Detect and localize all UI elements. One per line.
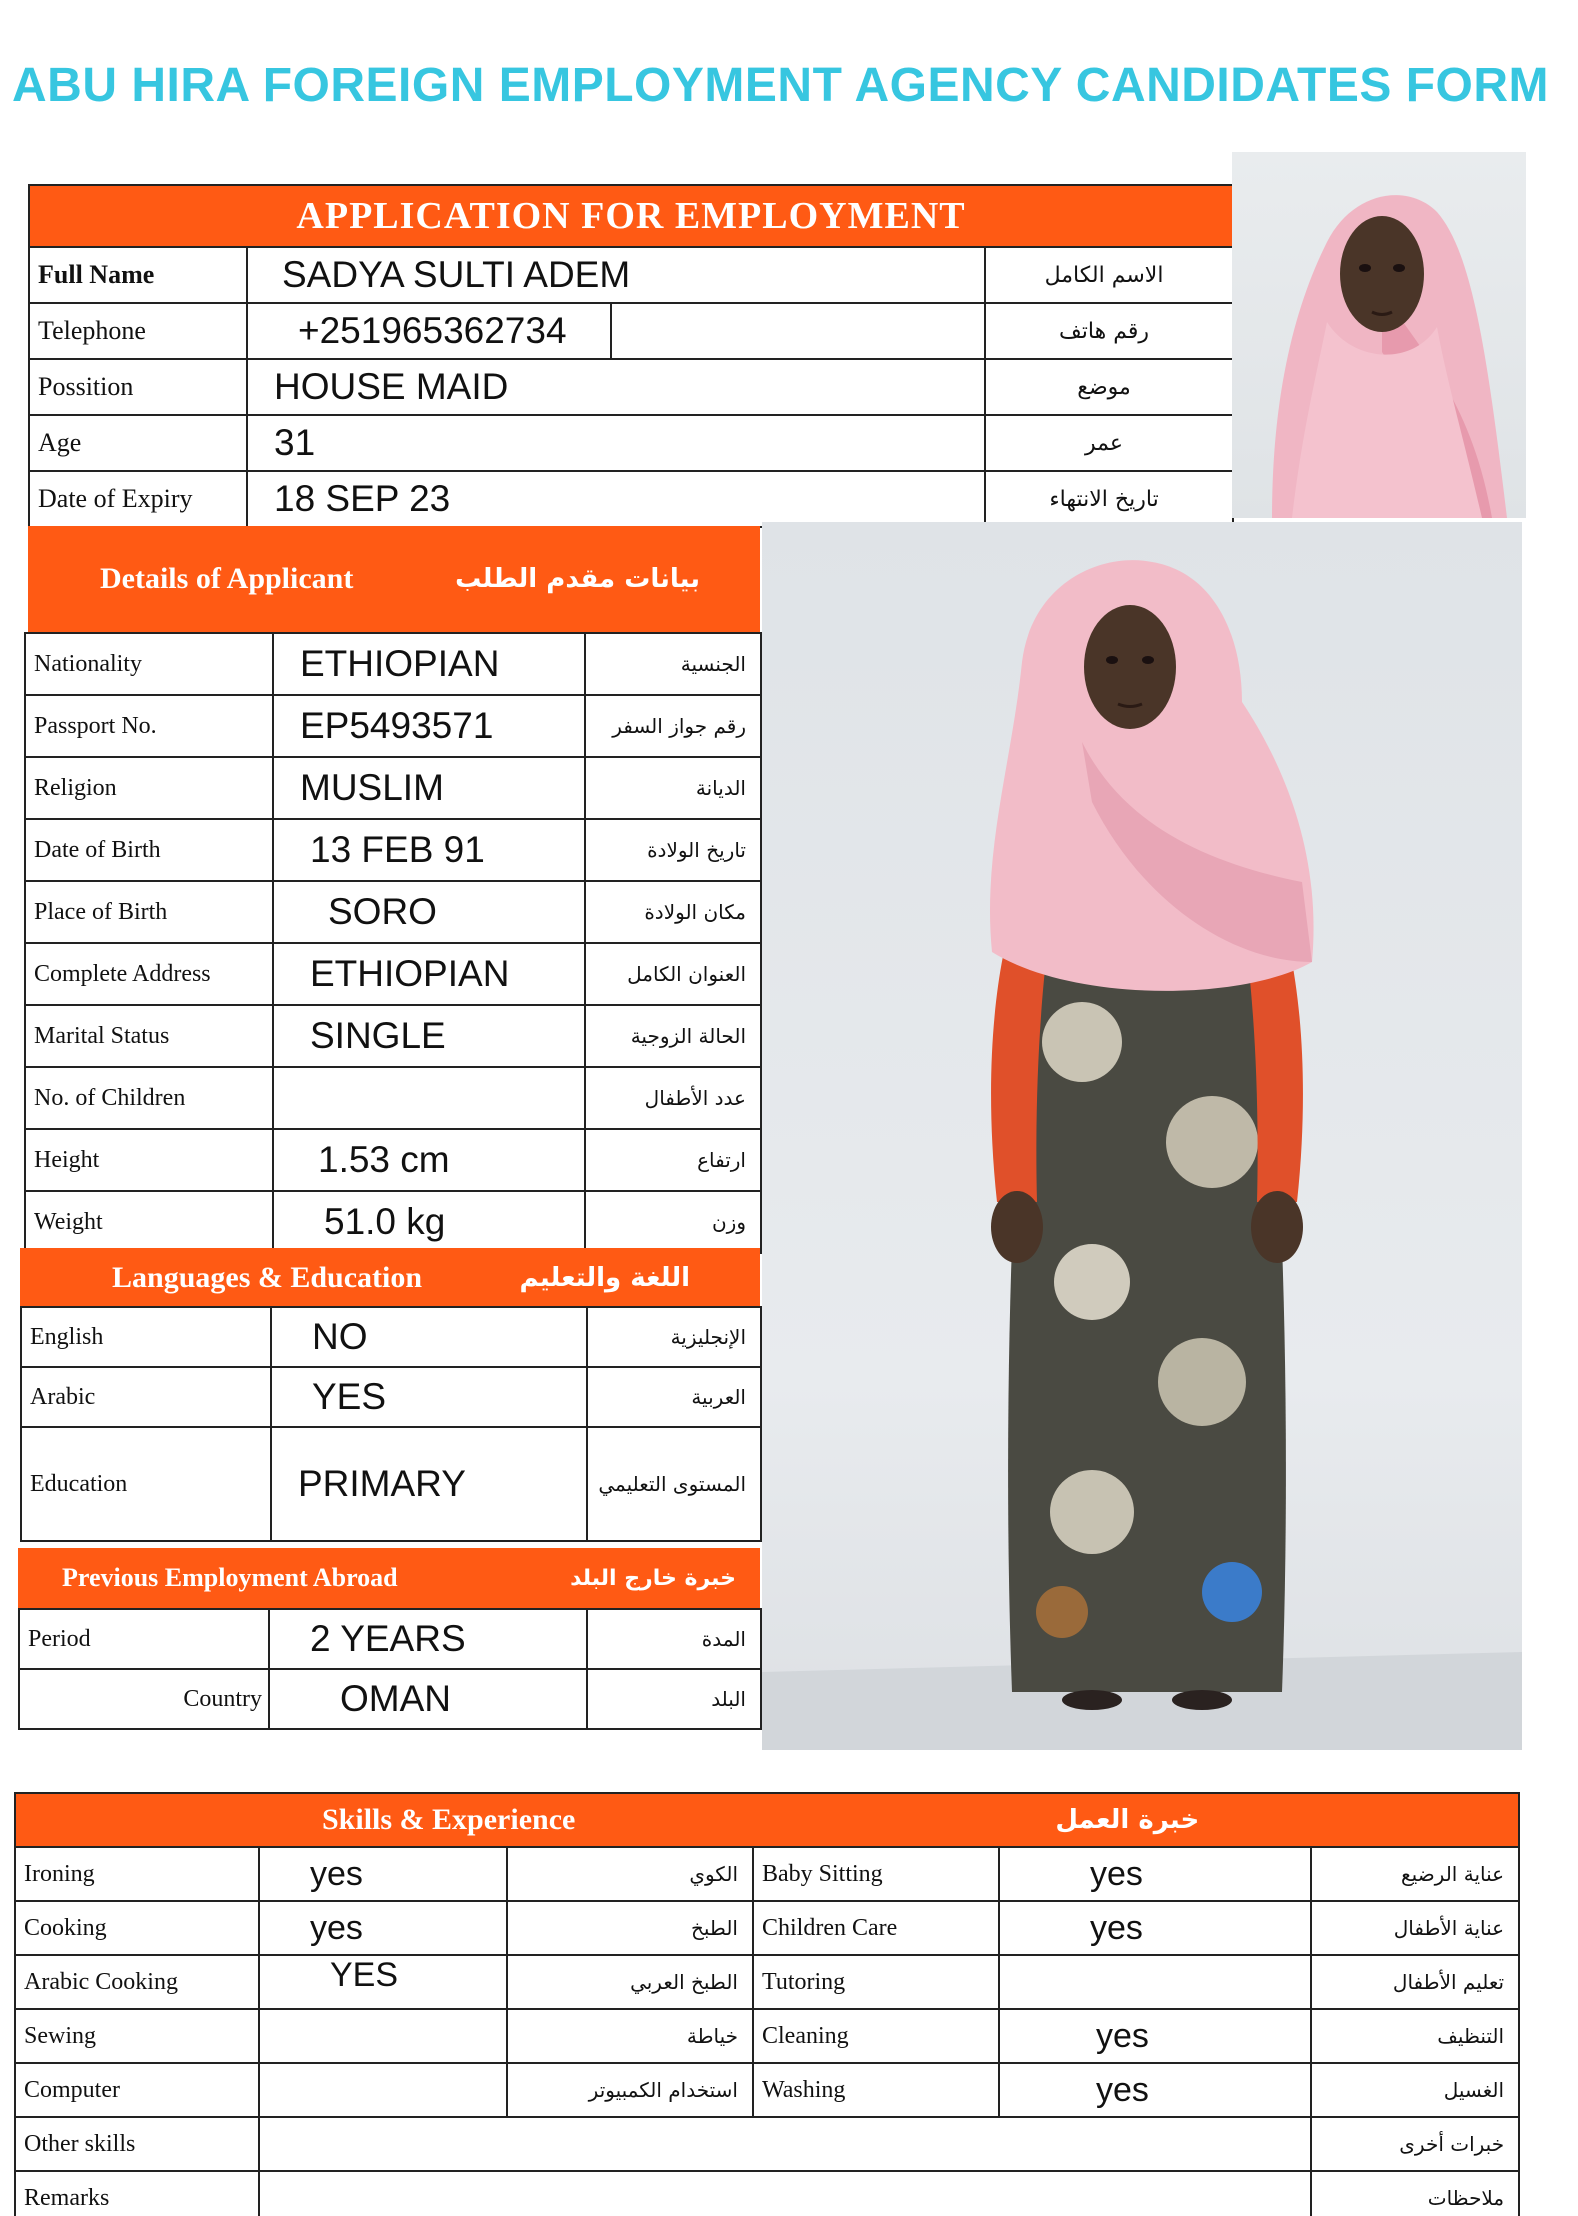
english-row <box>21 1307 761 1367</box>
other-skills-label-ar: خبرات أخرى <box>1311 2117 1519 2171</box>
field-label: Date of Expiry <box>29 471 247 527</box>
field-label-ar: وزن <box>585 1191 761 1253</box>
remarks-row <box>15 2171 1519 2216</box>
country-row <box>19 1669 761 1729</box>
previous-table <box>18 1608 762 1730</box>
education-value: PRIMARY <box>271 1427 587 1541</box>
previous-header-en: Previous Employment Abroad <box>62 1563 398 1592</box>
skill-label-ar: الغسيل <box>1311 2063 1519 2117</box>
marital-row <box>25 1005 761 1067</box>
field-label-ar: تاريخ الولادة <box>585 819 761 881</box>
age-row <box>29 415 1233 471</box>
telephone-value: +251965362734 <box>247 303 985 359</box>
dob-value: 13 FEB 91 <box>273 819 585 881</box>
weight-row <box>25 1191 761 1253</box>
pob-row <box>25 881 761 943</box>
height-value: 1.53 cm <box>273 1129 585 1191</box>
skills-header-ar: خبرة العمل <box>1055 1805 1200 1835</box>
skill-label: Baby Sitting <box>753 1847 999 1901</box>
field-label: Telephone <box>29 303 247 359</box>
skill-label: Ironing <box>15 1847 259 1901</box>
position-value: HOUSE MAID <box>247 359 985 415</box>
marital-value: SINGLE <box>273 1005 585 1067</box>
skill-label-ar: تعليم الأطفال <box>1311 1955 1519 2009</box>
position-row <box>29 359 1233 415</box>
skill-value <box>259 2009 507 2063</box>
details-table <box>24 632 762 1254</box>
passport-row <box>25 695 761 757</box>
skill-value: yes <box>999 1901 1311 1955</box>
skill-value: yes <box>259 1901 507 1955</box>
field-label-ar: عدد الأطفال <box>585 1067 761 1129</box>
full-name-value: SADYA SULTI ADEM <box>247 247 985 303</box>
languages-header <box>20 1248 760 1308</box>
age-value: 31 <box>247 415 985 471</box>
headshot-photo <box>1232 152 1526 518</box>
field-label: Nationality <box>25 633 273 695</box>
field-label-ar: العربية <box>587 1367 761 1427</box>
field-label: No. of Children <box>25 1067 273 1129</box>
remarks-label: Remarks <box>15 2171 259 2216</box>
religion-row <box>25 757 761 819</box>
field-label: Full Name <box>29 247 247 303</box>
field-label: Date of Birth <box>25 819 273 881</box>
field-label-ar: رقم جواز السفر <box>585 695 761 757</box>
skill-label: Washing <box>753 2063 999 2117</box>
field-label-ar: الديانة <box>585 757 761 819</box>
details-header-ar: بيانات مقدم الطلب <box>455 564 700 594</box>
children-value <box>273 1067 585 1129</box>
passport-value: EP5493571 <box>273 695 585 757</box>
skills-row <box>15 1955 1519 2009</box>
skill-label-ar: استخدام الكمبيوتر <box>507 2063 753 2117</box>
telephone-row <box>29 303 1233 359</box>
field-label: Period <box>19 1609 269 1669</box>
skill-label-ar: عناية الرضيع <box>1311 1847 1519 1901</box>
field-label-ar: رقم هاتف <box>985 303 1233 359</box>
skill-value: yes <box>999 2063 1311 2117</box>
application-table <box>28 184 1234 528</box>
skill-label: Tutoring <box>753 1955 999 2009</box>
previous-header <box>18 1548 760 1608</box>
skill-label-ar: التنظيف <box>1311 2009 1519 2063</box>
period-row <box>19 1609 761 1669</box>
skill-value <box>999 1955 1311 2009</box>
skill-label-ar: عناية الأطفال <box>1311 1901 1519 1955</box>
field-label: Possition <box>29 359 247 415</box>
form-title: ABU HIRA FOREIGN EMPLOYMENT AGENCY CANDIDATES FORM <box>12 59 1550 112</box>
address-value: ETHIOPIAN <box>273 943 585 1005</box>
other-skills-label: Other skills <box>15 2117 259 2171</box>
field-label: Place of Birth <box>25 881 273 943</box>
religion-value: MUSLIM <box>273 757 585 819</box>
nationality-row <box>25 633 761 695</box>
field-label: Religion <box>25 757 273 819</box>
field-label-ar: تاريخ الانتهاء <box>985 471 1233 527</box>
field-label-ar: الجنسية <box>585 633 761 695</box>
pob-value: SORO <box>273 881 585 943</box>
weight-value: 51.0 kg <box>273 1191 585 1253</box>
languages-header-en: Languages & Education <box>112 1261 423 1294</box>
education-row <box>21 1427 761 1541</box>
field-label-ar: الحالة الزوجية <box>585 1005 761 1067</box>
field-label: Marital Status <box>25 1005 273 1067</box>
application-header: APPLICATION FOR EMPLOYMENT <box>29 185 1233 247</box>
skill-label: Children Care <box>753 1901 999 1955</box>
full-name-row <box>29 247 1233 303</box>
skill-label: Sewing <box>15 2009 259 2063</box>
skill-label-ar: خياطة <box>507 2009 753 2063</box>
details-header <box>28 526 760 632</box>
field-label-ar: الإنجليزية <box>587 1307 761 1367</box>
skill-label: Cooking <box>15 1901 259 1955</box>
field-label: Weight <box>25 1191 273 1253</box>
field-label-ar: موضع <box>985 359 1233 415</box>
field-label-ar: مكان الولادة <box>585 881 761 943</box>
previous-header-ar: خبرة خارج البلد <box>570 1565 736 1591</box>
expiry-value: 18 SEP 23 <box>247 471 985 527</box>
languages-header-ar: اللغة والتعليم <box>519 1263 690 1293</box>
skill-label: Computer <box>15 2063 259 2117</box>
field-label: Arabic <box>21 1367 271 1427</box>
field-label: Country <box>19 1669 269 1729</box>
height-row <box>25 1129 761 1191</box>
remarks-label-ar: ملاحظات <box>1311 2171 1519 2216</box>
skill-value: yes <box>259 1847 507 1901</box>
country-value: OMAN <box>269 1669 587 1729</box>
skills-row <box>15 2009 1519 2063</box>
other-skills-value <box>259 2117 1311 2171</box>
field-label-ar: ارتفاع <box>585 1129 761 1191</box>
skill-value: YES <box>259 1955 507 2009</box>
children-row <box>25 1067 761 1129</box>
skill-label-ar: الطبخ <box>507 1901 753 1955</box>
skill-value: yes <box>999 1847 1311 1901</box>
nationality-value: ETHIOPIAN <box>273 633 585 695</box>
skill-label-ar: الطبخ العربي <box>507 1955 753 2009</box>
field-label-ar: الاسم الكامل <box>985 247 1233 303</box>
field-label: Complete Address <box>25 943 273 1005</box>
address-row <box>25 943 761 1005</box>
arabic-row <box>21 1367 761 1427</box>
full-body-photo <box>762 522 1522 1750</box>
skill-value: yes <box>999 2009 1311 2063</box>
field-label: English <box>21 1307 271 1367</box>
field-label: Education <box>21 1427 271 1541</box>
expiry-row <box>29 471 1233 527</box>
details-header-en: Details of Applicant <box>100 562 354 595</box>
languages-table <box>20 1306 762 1542</box>
field-label: Age <box>29 415 247 471</box>
skill-label: Cleaning <box>753 2009 999 2063</box>
skill-label-ar: الكوي <box>507 1847 753 1901</box>
field-label-ar: البلد <box>587 1669 761 1729</box>
skills-row <box>15 2063 1519 2117</box>
period-value: 2 YEARS <box>269 1609 587 1669</box>
remarks-value <box>259 2171 1311 2216</box>
skills-header-en: Skills & Experience <box>322 1803 576 1836</box>
dob-row <box>25 819 761 881</box>
arabic-value: YES <box>271 1367 587 1427</box>
field-label-ar: المستوى التعليمي <box>587 1427 761 1541</box>
field-label-ar: العنوان الكامل <box>585 943 761 1005</box>
english-value: NO <box>271 1307 587 1367</box>
skills-row <box>15 1901 1519 1955</box>
other-skills-row <box>15 2117 1519 2171</box>
field-label-ar: عمر <box>985 415 1233 471</box>
skill-label: Arabic Cooking <box>15 1955 259 2009</box>
skills-row <box>15 1847 1519 1901</box>
field-label-ar: المدة <box>587 1609 761 1669</box>
skill-value <box>259 2063 507 2117</box>
skills-header <box>15 1793 1519 1847</box>
field-label: Height <box>25 1129 273 1191</box>
skills-table <box>14 1792 1520 2216</box>
field-label: Passport No. <box>25 695 273 757</box>
